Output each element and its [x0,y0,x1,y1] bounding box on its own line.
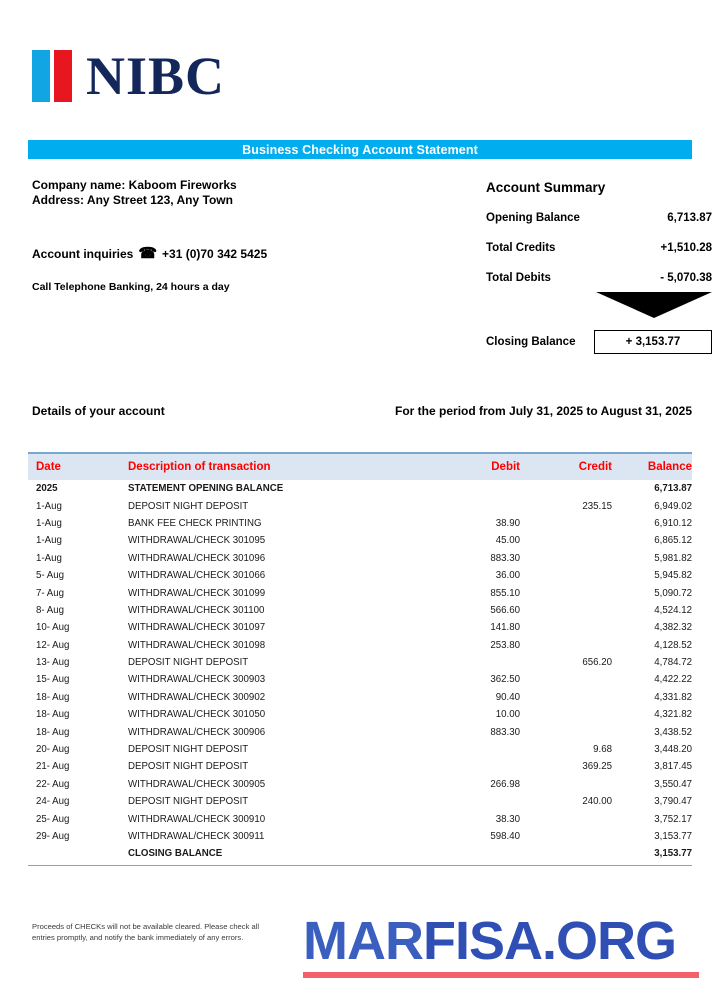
table-row [28,741,692,758]
cell-balance: 4,128.52 [654,639,692,651]
column-header-date: Date [36,461,61,473]
account-inquiries [32,247,267,261]
cell-description: WITHDRAWAL/CHECK 300902 [128,691,266,703]
cell-balance: 4,784.72 [654,657,692,669]
cell-balance: 3,550.47 [654,778,692,790]
cell-description: DEPOSIT NIGHT DEPOSIT [128,744,249,756]
cell-debit: 883.30 [490,726,520,738]
table-row [28,723,692,740]
cell-description: DEPOSIT NIGHT DEPOSIT [128,761,249,773]
cell-balance: 5,945.82 [654,570,692,582]
details-heading: Details of your account [32,404,165,418]
cell-debit: 10.00 [495,709,520,721]
summary-label: Opening Balance [486,212,580,224]
cell-balance: 4,331.82 [654,691,692,703]
cell-description: WITHDRAWAL/CHECK 301066 [128,570,266,582]
cell-description: WITHDRAWAL/CHECK 301098 [128,639,266,651]
summary-value: - 5,070.38 [660,272,712,284]
bank-logo [32,46,226,106]
cell-description: WITHDRAWAL/CHECK 301099 [128,587,266,599]
transactions-table [28,452,692,866]
table-row [28,776,692,793]
cell-description: WITHDRAWAL/CHECK 301050 [128,709,266,721]
cell-description: WITHDRAWAL/CHECK 300911 [128,831,265,842]
closing-balance-label: Closing Balance [486,336,576,348]
statement-title-banner [28,140,692,159]
logo-wordmark: NIBC [86,46,226,106]
table-row [28,515,692,532]
table-row [28,689,692,706]
logo-mark-icon [32,50,76,102]
table-row [28,567,692,584]
cell-debit: 566.60 [490,604,520,616]
cell-balance: 4,382.32 [654,622,692,634]
cell-date: 2025 [36,483,58,495]
table-row [28,550,692,567]
cell-credit: 656.20 [582,657,612,669]
cell-description: WITHDRAWAL/CHECK 300906 [128,726,266,738]
cell-date: 18- Aug [36,709,70,721]
cell-debit: 141.80 [490,622,520,634]
watermark [303,912,703,978]
closing-balance-row [486,330,712,354]
table-body [28,480,692,863]
closing-balance-value: + 3,153.77 [594,330,712,354]
cell-debit: 855.10 [490,587,520,599]
cell-description: DEPOSIT NIGHT DEPOSIT [128,796,249,808]
summary-value: 6,713.87 [667,212,712,224]
cell-date: 20- Aug [36,744,70,756]
cell-date: 21- Aug [36,761,70,773]
table-row [28,602,692,619]
column-header-debit: Debit [491,461,520,473]
cell-description: WITHDRAWAL/CHECK 300910 [128,813,266,825]
table-row [28,793,692,810]
cell-balance: 6,910.12 [654,517,692,529]
table-row [28,671,692,688]
table-row [28,637,692,654]
cell-debit: 90.40 [495,691,520,703]
cell-description: WITHDRAWAL/CHECK 301100 [128,604,265,616]
cell-date: 8- Aug [36,604,65,616]
watermark-underline [303,972,699,978]
summary-row-opening-balance [486,212,712,224]
cell-balance: 3,153.77 [654,831,692,842]
summary-row-total-debits [486,272,712,284]
account-summary-title: Account Summary [486,180,606,195]
cell-balance: 3,817.45 [654,761,692,773]
cell-description: CLOSING BALANCE [128,848,223,860]
cell-debit: 38.90 [495,517,520,529]
cell-balance: 5,981.82 [654,552,692,564]
table-bottom-rule [28,865,692,866]
details-header [32,404,692,418]
customer-block [32,178,237,208]
cell-description: WITHDRAWAL/CHECK 301097 [128,622,266,634]
table-row [28,654,692,671]
summary-label: Total Debits [486,272,551,284]
cell-date: 1-Aug [36,535,62,547]
cell-balance: 3,153.77 [654,848,692,860]
cell-description: WITHDRAWAL/CHECK 301096 [128,552,266,564]
table-row [28,828,692,845]
cell-balance: 4,321.82 [654,709,692,721]
summary-row-total-credits [486,242,712,254]
cell-balance: 4,524.12 [654,604,692,616]
table-row [28,584,692,601]
watermark-text-part-two: FISA.ORG [422,911,676,971]
table-row [28,758,692,775]
cell-debit: 45.00 [495,535,520,547]
cell-date: 13- Aug [36,657,70,669]
table-row [28,497,692,514]
cell-date: 1-Aug [36,500,62,512]
statement-title: Business Checking Account Statement [242,142,478,157]
cell-debit: 598.40 [490,831,520,842]
column-header-credit: Credit [578,461,612,473]
cell-description: BANK FEE CHECK PRINTING [128,517,262,529]
watermark-text-part-one: MAR [303,911,423,971]
footer-disclaimer: Proceeds of CHECKs will not be available cleared. Please check all entries promptly, and notify the bank immediately of any errors. [32,922,260,942]
cell-description: DEPOSIT NIGHT DEPOSIT [128,500,249,512]
cell-balance: 6,865.12 [654,535,692,547]
cell-date: 29- Aug [36,831,70,842]
watermark-text [303,912,703,970]
statement-period: For the period from July 31, 2025 to August 31, 2025 [395,404,692,418]
cell-date: 24- Aug [36,796,70,808]
company-name: Company name: Kaboom Fireworks [32,178,237,192]
cell-description: WITHDRAWAL/CHECK 300905 [128,778,266,790]
table-row [28,845,692,862]
account-inquiries-phone: +31 (0)70 342 5425 [162,247,268,261]
cell-debit: 38.30 [495,813,520,825]
table-row [28,810,692,827]
cell-balance: 3,790.47 [654,796,692,808]
cell-balance: 3,438.52 [654,726,692,738]
logo-red-bar-icon [54,50,72,102]
cell-debit: 253.80 [490,639,520,651]
cell-balance: 4,422.22 [654,674,692,686]
account-inquiries-label: Account inquiries [32,247,134,261]
cell-date: 1-Aug [36,552,62,564]
table-row [28,480,692,497]
cell-description: DEPOSIT NIGHT DEPOSIT [128,657,249,669]
logo-blue-bar-icon [32,50,50,102]
cell-date: 18- Aug [36,726,70,738]
cell-date: 1-Aug [36,517,62,529]
cell-balance: 6,949.02 [654,500,692,512]
cell-debit: 266.98 [490,778,520,790]
cell-balance: 6,713.87 [654,483,692,495]
summary-value: +1,510.28 [660,242,712,254]
cell-credit: 240.00 [582,796,612,808]
cell-credit: 369.25 [582,761,612,773]
table-row [28,619,692,636]
cell-description: WITHDRAWAL/CHECK 300903 [128,674,266,686]
cell-date: 7- Aug [36,587,65,599]
table-row [28,532,692,549]
cell-description: WITHDRAWAL/CHECK 301095 [128,535,266,547]
column-header-balance: Balance [647,461,692,473]
down-arrow-icon [596,292,712,318]
company-address: Address: Any Street 123, Any Town [32,193,233,207]
cell-balance: 3,752.17 [654,813,692,825]
cell-date: 12- Aug [36,639,70,651]
cell-credit: 9.68 [593,744,612,756]
table-header-row [28,452,692,480]
account-summary [486,180,712,348]
cell-debit: 362.50 [490,674,520,686]
cell-date: 15- Aug [36,674,70,686]
cell-date: 22- Aug [36,778,70,790]
cell-debit: 36.00 [495,570,520,582]
telephone-icon: ☎ [138,245,158,262]
cell-date: 5- Aug [36,570,65,582]
cell-date: 10- Aug [36,622,70,634]
telephone-banking-note: Call Telephone Banking, 24 hours a day [32,281,230,293]
column-header-description: Description of transaction [128,461,271,473]
cell-debit: 883.30 [490,552,520,564]
cell-balance: 3,448.20 [654,744,692,756]
cell-date: 18- Aug [36,691,70,703]
summary-label: Total Credits [486,242,556,254]
table-row [28,706,692,723]
cell-credit: 235.15 [582,500,612,512]
cell-balance: 5,090.72 [654,587,692,599]
cell-description: STATEMENT OPENING BALANCE [128,483,284,495]
cell-date: 25- Aug [36,813,70,825]
